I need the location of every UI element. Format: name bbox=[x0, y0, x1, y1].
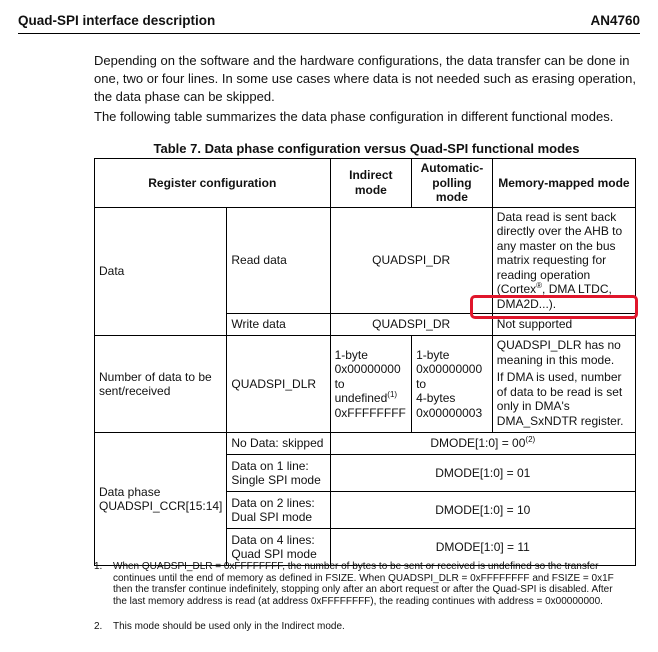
auto-to: to bbox=[416, 376, 427, 391]
data-count-auto-polling bbox=[412, 336, 493, 433]
indirect-undefined: undefined bbox=[334, 391, 388, 406]
data-count-register: QUADSPI_DLR bbox=[227, 336, 330, 433]
data-count-indirect bbox=[330, 336, 412, 433]
indirect-max: 0xFFFFFFFF bbox=[334, 405, 406, 420]
footnote-1-text: When QUADSPI_DLR = 0xFFFFFFFF, the number of bytes to be sent or received is undefined so the transfer continues until the end of memory as defined in FSIZE. When QUADSPI_DLR = 0xFFFFFFFF and FSIZE = 0x1F then the transfer continue indefinitely, stopping only after an abort request or after the Quad-SPI is disabled. After the last memory address is read (at address 0xFFFFFFFF), the reading continues with address = 0x00000000. bbox=[113, 561, 614, 607]
indirect-size: 1-byte bbox=[334, 347, 368, 362]
auto-max: 0x00000003 bbox=[416, 405, 483, 420]
mm-dma-note: If DMA is used, number of data to be read is set only in DMA's DMA_SxNDTR register. bbox=[496, 370, 624, 428]
read-data-label: Read data bbox=[227, 207, 330, 314]
dmode-10: DMODE[1:0] = 10 bbox=[330, 492, 635, 529]
indirect-to: to bbox=[334, 376, 345, 391]
read-mm-text-end: , DMA LTDC, DMA2D...). bbox=[496, 282, 612, 311]
auto-size: 1-byte bbox=[416, 347, 450, 362]
data-count-memory-mapped bbox=[492, 336, 635, 433]
read-mm-text: Data read is sent back directly over the AHB to any master on the bus matrix requesting for reading operation (Cortex bbox=[496, 209, 623, 296]
data-count-label: Number of data to be sent/received bbox=[95, 336, 227, 433]
header-automatic-polling-mode: Automatic-polling mode bbox=[412, 159, 493, 208]
write-data-memory-mapped: Not supported bbox=[492, 314, 635, 336]
write-data-register: QUADSPI_DR bbox=[330, 314, 492, 336]
footnote-2-text: This mode should be used only in the Indirect mode. bbox=[113, 621, 345, 632]
mm-dlr-note: QUADSPI_DLR has no meaning in this mode. bbox=[496, 338, 621, 367]
auto-max-size: 4-bytes bbox=[416, 391, 456, 406]
table-header-row bbox=[95, 159, 636, 208]
table-summary-paragraph: The following table summarizes the data phase configuration in different functional modes. bbox=[94, 109, 614, 124]
table-row bbox=[95, 433, 636, 455]
write-data-label: Write data bbox=[227, 314, 330, 336]
header-divider bbox=[18, 33, 640, 34]
data-phase-table bbox=[94, 158, 636, 566]
registered-mark: ® bbox=[536, 281, 543, 290]
footnote-ref-1: (1) bbox=[387, 390, 398, 400]
header-register-configuration: Register configuration bbox=[95, 159, 331, 208]
page-header-title: Quad-SPI interface description bbox=[18, 12, 216, 28]
indirect-min: 0x00000000 bbox=[334, 362, 401, 377]
quad-spi-label: Data on 4 lines: Quad SPI mode bbox=[227, 529, 330, 566]
read-data-register: QUADSPI_DR bbox=[330, 207, 492, 314]
footnote-2 bbox=[94, 621, 624, 633]
single-spi-label: Data on 1 line: Single SPI mode bbox=[227, 455, 330, 492]
indirect-max-size bbox=[335, 391, 408, 406]
dmode-00-value: DMODE[1:0] = 00 bbox=[430, 436, 526, 451]
dmode-01: DMODE[1:0] = 01 bbox=[330, 455, 635, 492]
intro-paragraph: Depending on the software and the hardware configurations, the data transfer can be done in one, two or four lines. In some use cases where data is not needed such as erasing operation, the data phase can be skipped. bbox=[94, 53, 636, 104]
page-header bbox=[18, 8, 640, 32]
footnote-2-number: 2. bbox=[94, 621, 103, 632]
dmode-00 bbox=[330, 433, 635, 455]
document-id: AN4760 bbox=[590, 12, 640, 28]
footnote-ref-2: (2) bbox=[525, 435, 536, 445]
footnote-1-number: 1. bbox=[94, 561, 103, 572]
auto-min: 0x00000000 bbox=[416, 362, 483, 377]
no-data-label: No Data: skipped bbox=[227, 433, 330, 455]
header-memory-mapped-mode: Memory-mapped mode bbox=[492, 159, 635, 208]
footnote-1 bbox=[94, 561, 624, 607]
not-supported-highlight bbox=[470, 295, 638, 319]
table-caption: Table 7. Data phase configuration versus Quad-SPI functional modes bbox=[153, 141, 580, 156]
table-row bbox=[95, 336, 636, 433]
data-phase-label: Data phase QUADSPI_CCR[15:14] bbox=[95, 433, 227, 566]
data-group-label: Data bbox=[95, 207, 227, 336]
dual-spi-label: Data on 2 lines: Dual SPI mode bbox=[227, 492, 330, 529]
header-indirect-mode: Indirect mode bbox=[330, 159, 412, 208]
dmode-11: DMODE[1:0] = 11 bbox=[330, 529, 635, 566]
